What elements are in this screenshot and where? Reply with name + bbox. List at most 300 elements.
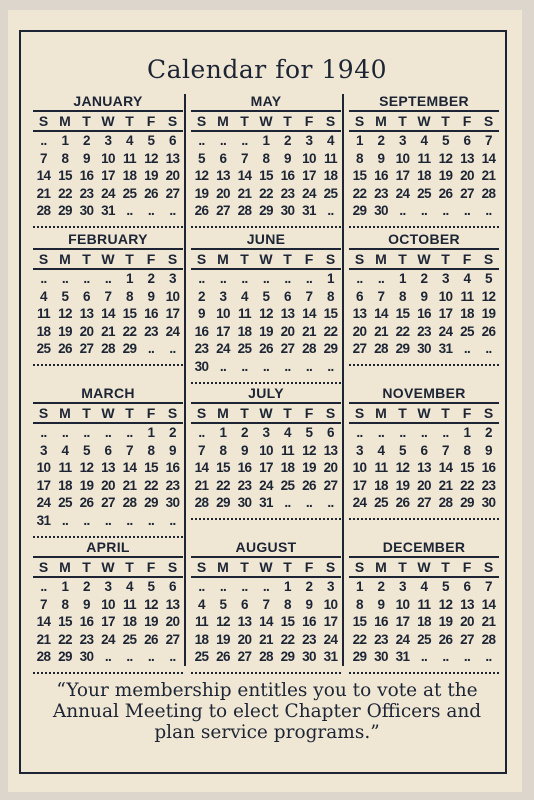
day-cell: 25 [122,185,137,201]
day-cell: 7 [126,442,133,458]
week-row [191,578,341,596]
dotted-leader [33,220,183,228]
week-row [349,167,499,185]
weekday-label: T [283,251,292,267]
day-cell: 10 [259,442,273,458]
day-cell: 8 [327,288,334,304]
day-cell: 18 [417,168,431,184]
day-cell: 26 [438,631,453,647]
day-cell: 12 [395,460,410,476]
day-cell: 1 [126,271,133,286]
day-cell: 6 [83,288,90,304]
day-cell: 24 [36,495,51,511]
weekday-label: T [441,559,450,575]
day-cell: .. [420,649,428,665]
day-cell: 15 [216,460,230,476]
day-cell: .. [169,649,176,665]
day-cell: 22 [122,323,137,339]
day-cell: 9 [420,288,428,304]
day-cell: 4 [126,579,133,594]
day-cell: 1 [284,579,291,594]
day-cell: 13 [280,306,295,322]
day-cell: 5 [147,579,155,594]
week-row [191,424,341,442]
day-cell: .. [198,133,205,148]
day-cell: 19 [259,323,273,339]
day-cell: 9 [241,442,248,458]
day-cell: 28 [237,203,252,219]
weekday-header-row [191,558,341,576]
day-cell: 15 [259,168,273,184]
week-row [191,167,341,185]
day-cell: 7 [377,288,385,304]
week-row [349,323,499,341]
day-cell: 16 [302,614,316,630]
day-cell: 11 [237,306,252,322]
week-row [191,270,341,288]
day-cell: 21 [481,168,496,184]
day-cell: 19 [144,614,158,630]
week-row [349,305,499,323]
weekday-label: W [101,251,115,267]
day-cell: 25 [374,495,388,511]
weekday-label: S [325,251,336,267]
day-cell: 13 [79,306,94,322]
weekday-label: T [283,405,292,421]
day-cell: 9 [377,150,385,166]
day-cell: .. [305,358,313,374]
day-cell: 8 [147,442,155,458]
day-cell: .. [126,512,133,528]
day-cell: 3 [169,271,176,286]
day-cell: .. [147,341,155,357]
day-cell: 31 [259,495,273,511]
day-cell: 18 [58,477,72,493]
day-cell: .. [262,579,270,594]
week-row [191,494,341,512]
dotted-leader [191,376,341,384]
day-cell: 22 [259,185,273,201]
day-cell: 2 [420,271,428,286]
day-cell: 21 [237,185,252,201]
day-cell: 3 [219,288,227,304]
day-cell: 22 [280,631,295,647]
day-cell: 7 [485,579,492,594]
day-cell: 23 [144,323,158,339]
day-cell: 21 [481,614,496,630]
day-cell: 22 [395,323,410,339]
day-cell: 28 [36,203,51,219]
day-cell: 28 [302,341,316,357]
day-cell: .. [198,271,205,286]
day-cell: .. [377,425,385,440]
column-divider [342,94,344,666]
day-cell: 30 [280,203,295,219]
day-cell: 27 [79,341,94,357]
dotted-leader [33,358,183,366]
day-cell: 27 [460,185,474,201]
week-row [349,596,499,614]
day-cell: 26 [58,341,72,357]
month-name: FEBRUARY [68,231,148,247]
weekday-label: S [483,405,494,421]
day-cell: 3 [262,425,270,440]
week-row [33,578,183,596]
day-cell: 31 [323,649,338,665]
day-cell: 12 [216,614,230,630]
week-row [349,185,499,203]
day-cell: .. [284,271,291,286]
week-row [33,132,183,150]
day-cell: 8 [356,596,363,612]
day-cell: 17 [323,614,338,630]
day-cell: 28 [259,649,273,665]
day-cell: 29 [460,495,474,511]
day-cell: 10 [302,150,316,166]
week-row [349,578,499,596]
day-cell: .. [377,271,385,286]
weekday-label: W [259,251,273,267]
day-cell: 21 [438,477,453,493]
day-cell: 2 [169,425,176,440]
week-row [191,648,341,666]
week-row [349,270,499,288]
day-cell: 5 [442,133,449,148]
weekday-header-row [349,558,499,576]
day-cell: .. [147,203,155,219]
weekday-label: S [196,559,207,575]
month-april [33,539,183,674]
weekday-label: M [375,251,387,267]
day-cell: 18 [460,306,474,322]
day-cell: 22 [58,631,72,647]
week-row [33,424,183,442]
day-cell: .. [40,579,47,594]
weekday-label: W [417,559,431,575]
day-cell: 3 [40,442,47,458]
weekday-label: F [304,113,314,129]
dotted-leader [191,666,341,674]
membership-quote: “Your membership entitles you to vote at the Annual Meeting to elect Chapter Officers and plan service programs.” [52,680,482,743]
day-cell: 13 [352,306,367,322]
weekday-label: S [167,559,178,575]
day-cell: 26 [481,323,496,339]
day-cell: 1 [61,133,69,148]
dotted-leader [349,220,499,228]
day-cell: 23 [165,477,180,493]
day-cell: 14 [122,460,137,476]
day-cell: 2 [147,271,155,286]
weekday-label: T [283,113,292,129]
day-cell: 12 [144,596,158,612]
day-cell: 17 [302,168,316,184]
week-row [191,288,341,306]
weekday-label: T [441,251,450,267]
day-cell: 25 [122,631,137,647]
week-row [191,202,341,220]
day-cell: 9 [305,596,313,612]
day-cell: 30 [417,341,431,357]
day-cell: 20 [79,323,94,339]
day-cell: 8 [262,150,270,166]
day-cell: .. [327,495,334,511]
week-row [191,596,341,614]
day-cell: .. [262,358,270,374]
day-cell: 24 [395,631,410,647]
day-cell: 7 [262,596,270,612]
day-cell: 4 [420,579,428,594]
day-cell: 13 [460,596,474,612]
day-cell: 28 [481,631,496,647]
month-may [191,93,341,228]
month-name: APRIL [86,539,130,555]
day-cell: .. [83,512,90,528]
week-row [349,202,499,220]
weekday-label: W [417,405,431,421]
day-cell: 5 [305,425,313,440]
day-cell: 8 [399,288,406,304]
weekday-label: F [462,405,472,421]
day-cell: 4 [284,425,291,440]
week-row [191,613,341,631]
weekday-label: T [82,251,91,267]
day-cell: 30 [481,495,496,511]
day-cell: 16 [374,614,388,630]
day-cell: 22 [323,323,338,339]
month-august [191,539,341,674]
day-cell: 16 [417,306,431,322]
day-cell: 15 [460,460,474,476]
week-row [191,185,341,203]
day-cell: 29 [280,649,295,665]
day-cell: 29 [58,203,72,219]
dotted-leader [349,358,499,366]
day-cell: 17 [259,460,273,476]
day-cell: .. [262,271,270,286]
day-cell: 26 [144,631,158,647]
dotted-leader [191,512,341,520]
weekday-label: M [59,559,71,575]
weekday-label: S [167,405,178,421]
day-cell: 11 [417,150,431,166]
day-cell: 16 [165,460,180,476]
day-cell: 5 [147,133,155,148]
day-cell: 18 [122,614,137,630]
day-cell: 18 [374,477,388,493]
weekday-label: M [59,251,71,267]
day-cell: 30 [237,495,252,511]
day-cell: 22 [352,631,367,647]
day-cell: 21 [194,477,209,493]
weekday-label: S [167,251,178,267]
day-cell: 27 [460,631,474,647]
weekday-label: S [483,113,494,129]
weekday-label: M [375,113,387,129]
day-cell: 31 [302,203,316,219]
day-cell: 3 [327,579,334,594]
day-cell: 21 [302,323,316,339]
day-cell: 6 [169,133,176,148]
day-cell: 22 [352,185,367,201]
week-row [33,185,183,203]
day-cell: 2 [284,133,291,148]
day-cell: 1 [327,271,334,286]
day-cell: 27 [165,631,180,647]
day-cell: 27 [280,341,295,357]
weekday-label: S [38,405,49,421]
day-cell: 6 [463,579,471,594]
day-cell: 20 [460,614,474,630]
day-cell: .. [219,271,227,286]
day-cell: .. [219,133,227,148]
week-row [33,512,183,530]
day-cell: 15 [58,614,72,630]
day-cell: 27 [352,341,367,357]
day-cell: 1 [356,133,363,148]
day-cell: 5 [198,150,205,166]
weekday-label: T [441,113,450,129]
month-name: JANUARY [73,93,143,109]
day-cell: 29 [144,495,158,511]
day-cell: .. [104,271,112,286]
month-name: OCTOBER [388,231,460,247]
month-september [349,93,499,228]
weekday-label: M [59,405,71,421]
month-name: MAY [250,93,282,109]
day-cell: 1 [147,425,155,440]
day-cell: .. [40,425,47,440]
day-cell: 20 [417,477,431,493]
weekday-label: F [146,405,156,421]
day-cell: 28 [122,495,137,511]
day-cell: .. [485,649,492,665]
day-cell: 14 [259,614,273,630]
month-february [33,231,183,366]
day-cell: 8 [284,596,291,612]
day-cell: 17 [36,477,51,493]
day-cell: 14 [194,460,209,476]
day-cell: 13 [237,614,252,630]
day-cell: .. [169,341,176,357]
day-cell: 24 [395,185,410,201]
weekday-label: M [217,251,229,267]
day-cell: 12 [302,442,316,458]
weekday-label: F [304,559,314,575]
day-cell: 28 [481,185,496,201]
day-cell: 12 [259,306,273,322]
week-row [349,150,499,168]
week-row [349,340,499,358]
day-cell: 29 [352,203,367,219]
dotted-leader [349,512,499,520]
day-cell: .. [147,649,155,665]
week-row [191,631,341,649]
weekday-label: M [375,559,387,575]
day-cell: 24 [216,341,230,357]
weekday-label: S [354,559,365,575]
day-cell: 20 [352,323,367,339]
day-cell: 10 [323,596,338,612]
week-row [33,150,183,168]
weekday-label: T [398,405,407,421]
day-cell: .. [327,358,334,374]
day-cell: 7 [104,288,112,304]
month-name: JUNE [246,231,286,247]
weekday-header-row [349,250,499,268]
week-row [33,442,183,460]
weekday-label: W [259,559,273,575]
day-cell: 14 [36,168,51,184]
day-cell: 23 [79,631,94,647]
weekday-label: F [462,559,472,575]
day-cell: 27 [417,495,431,511]
day-cell: 25 [460,323,474,339]
day-cell: 11 [122,596,137,612]
weekday-label: F [146,251,156,267]
weekday-label: S [483,251,494,267]
weekday-header-row [191,112,341,130]
day-cell: 9 [83,596,90,612]
day-cell: 6 [241,596,248,612]
day-cell: 9 [147,288,155,304]
day-cell: 10 [216,306,230,322]
weekday-label: F [304,405,314,421]
day-cell: 8 [61,596,69,612]
day-cell: 19 [79,477,94,493]
day-cell: 10 [165,288,180,304]
weekday-header-row [349,112,499,130]
week-row [191,442,341,460]
day-cell: .. [241,271,248,286]
week-row [33,648,183,666]
day-cell: 4 [126,133,133,148]
day-cell: .. [126,203,133,219]
day-cell: 10 [36,460,51,476]
month-july [191,385,341,520]
weekday-label: T [125,405,134,421]
day-cell: 19 [216,631,230,647]
day-cell: 18 [194,631,209,647]
day-cell: 5 [262,288,270,304]
day-cell: 14 [302,306,316,322]
day-cell: 15 [122,306,137,322]
day-cell: 12 [79,460,94,476]
day-cell: 16 [144,306,158,322]
day-cell: 26 [438,185,453,201]
day-cell: 6 [169,579,176,594]
day-cell: 12 [194,168,209,184]
day-cell: 1 [219,425,227,440]
day-cell: 26 [79,495,94,511]
day-cell: 8 [356,150,363,166]
weekday-label: F [146,559,156,575]
day-cell: 25 [237,341,252,357]
day-cell: 26 [216,649,230,665]
day-cell: 18 [280,460,295,476]
day-cell: 6 [219,150,227,166]
day-cell: 14 [101,306,115,322]
day-cell: 7 [198,442,205,458]
day-cell: 25 [417,185,431,201]
day-cell: 9 [377,596,385,612]
day-cell: 17 [395,168,410,184]
week-row [33,288,183,306]
weekday-label: T [82,113,91,129]
day-cell: 7 [40,150,47,166]
day-cell: 19 [144,168,158,184]
day-cell: 19 [438,614,453,630]
day-cell: 19 [302,460,316,476]
